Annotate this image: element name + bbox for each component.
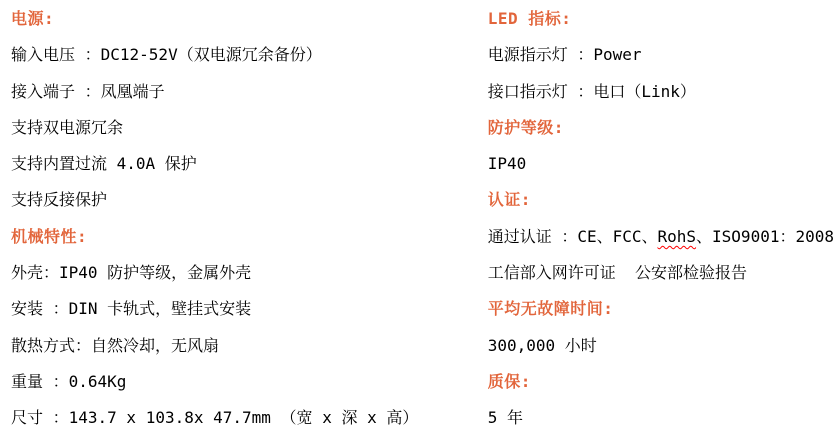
spec-line-dimensions: 尺寸 ：143.7 x 103.8x 47.7mm （宽 x 深 x 高） [11,408,419,428]
section-heading-led: LED 指标: [487,9,572,28]
spec-line-dual-power: 支持双电源冗余 [11,117,124,137]
certifications-suffix: 、ISO9001：2008 [696,226,834,246]
spec-line-certifications [488,219,834,255]
spec-line-link-led: 接口指示灯 ：电口（Link） [487,81,696,101]
section-heading-certification: 认证: [487,190,531,210]
spec-line-warranty-value: 5 年 [487,408,523,428]
spec-column-right [488,1,834,437]
section-heading-warranty: 质保: [487,371,531,391]
spec-line-ip-rating: IP40 [487,154,527,174]
spec-column-left [11,1,488,437]
section-heading-mechanical: 机械特性: [11,226,88,246]
spec-line-cooling: 散热方式：自然冷却，无风扇 [11,335,220,355]
spec-line-power-led: 电源指示灯 ：Power [487,45,642,65]
section-heading-protection: 防护等级: [487,117,564,137]
certifications-prefix: 通过认证 ：CE、FCC、 [487,226,658,246]
spec-line-input-voltage: 输入电压 ：DC12-52V（双电源冗余备份） [11,45,322,65]
spec-line-licenses: 工信部入网许可证 公安部检验报告 [487,263,747,283]
spec-line-reverse-protection: 支持反接保护 [11,190,108,210]
section-heading-mtbf: 平均无故障时间: [487,299,614,319]
spec-line-overcurrent: 支持内置过流 4.0A 保护 [11,154,197,174]
spec-line-enclosure: 外壳：IP40 防护等级，金属外壳 [11,263,252,283]
spec-line-mounting: 安装 ：DIN 卡轨式，壁挂式安装 [11,299,252,319]
spec-line-weight: 重量 ：0.64Kg [11,371,127,391]
spec-line-mtbf-value: 300,000 小时 [487,335,597,355]
section-heading-power: 电源: [11,9,55,28]
spec-line-terminal: 接入端子 ：凤凰端子 [11,81,165,101]
certifications-misspelled-word: RohS [657,226,697,246]
